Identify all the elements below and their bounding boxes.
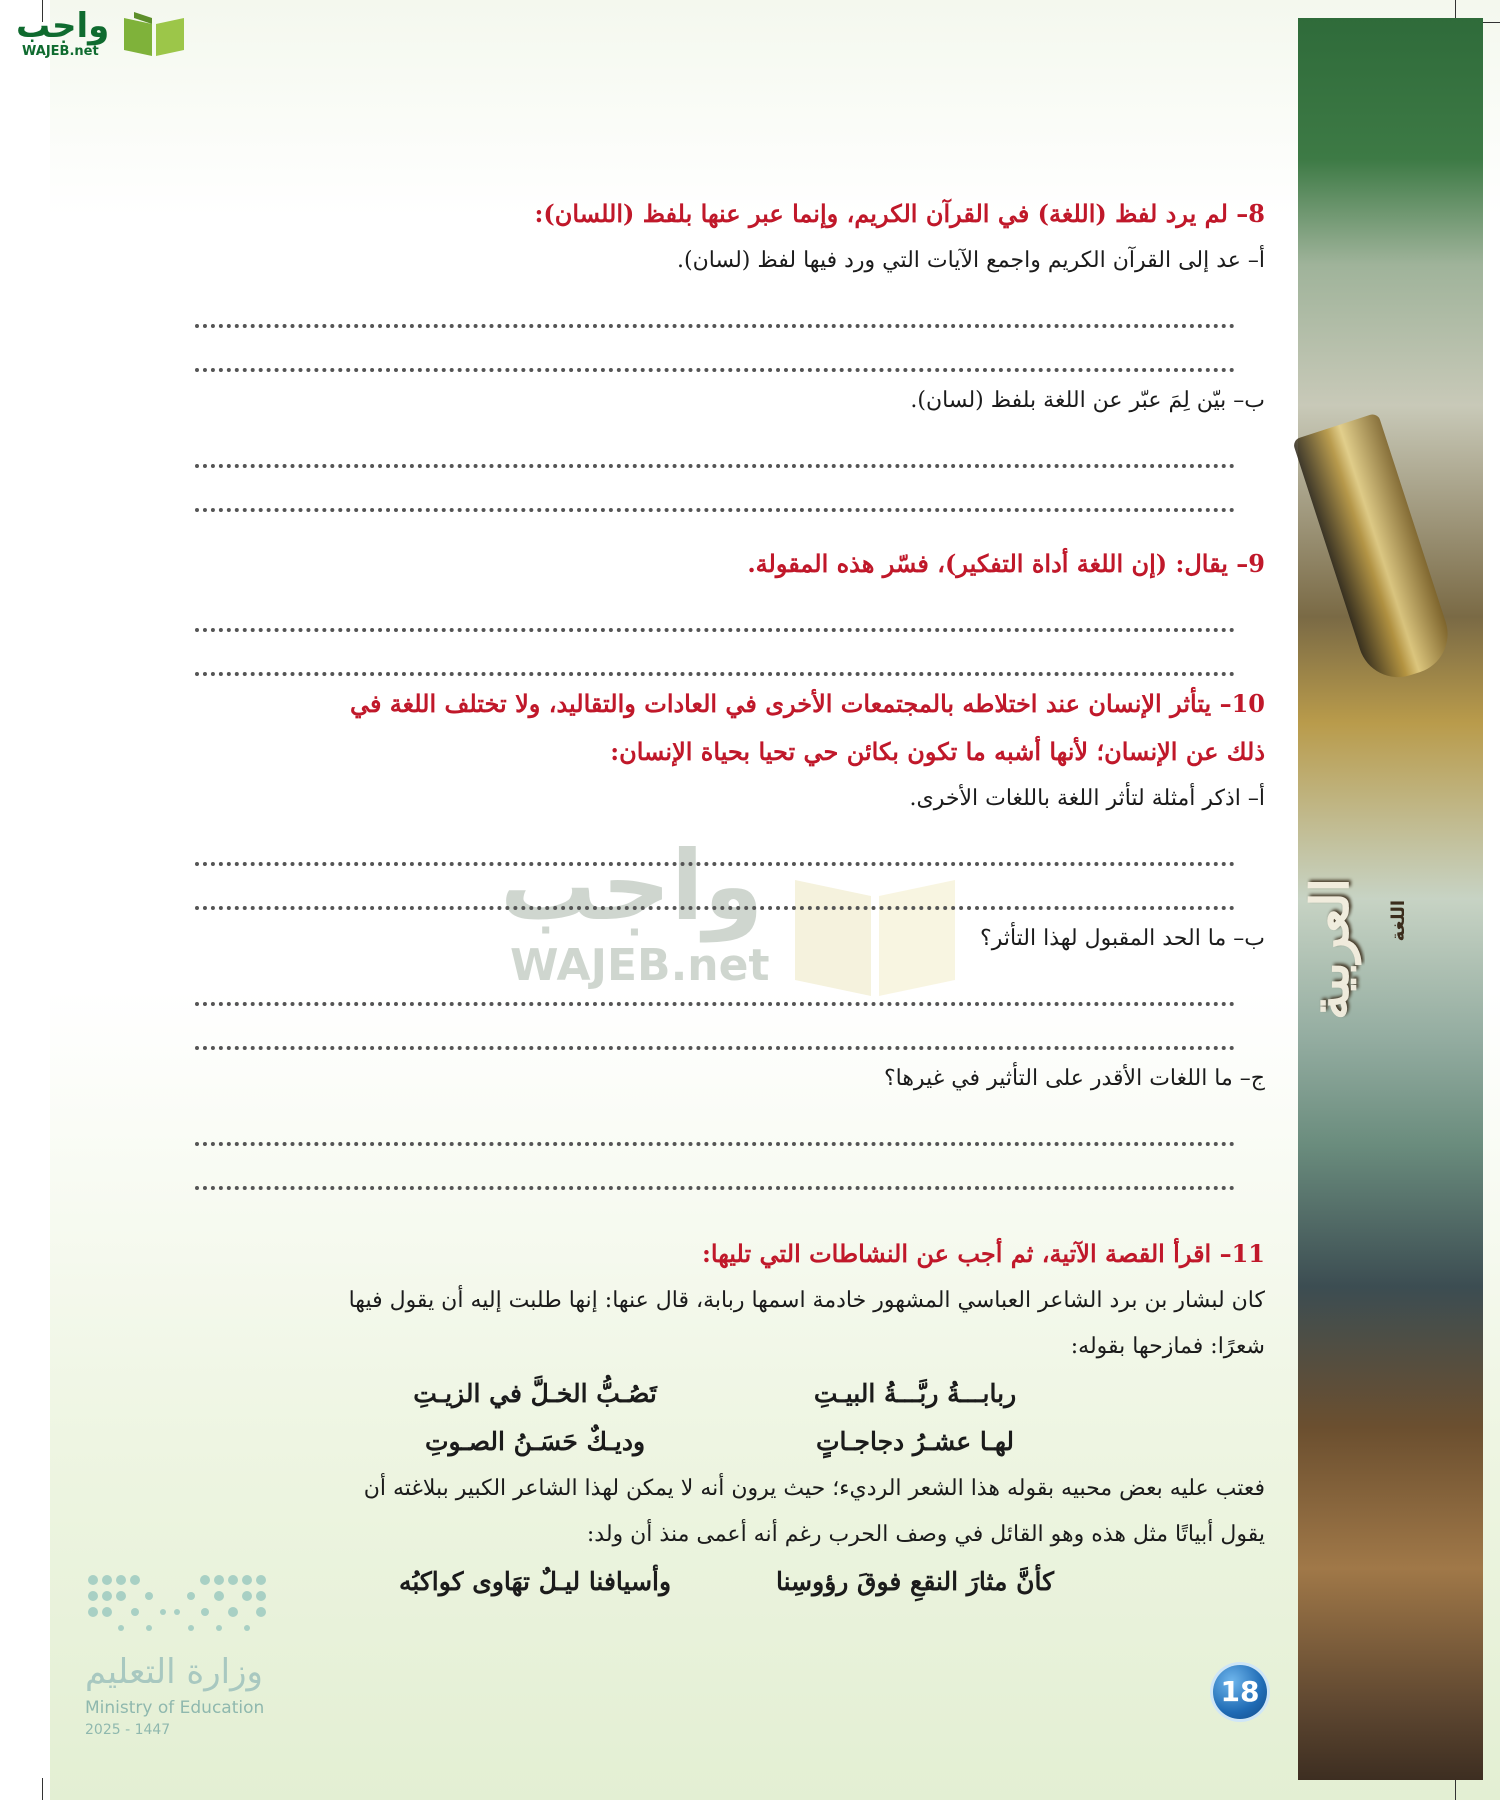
verse-hemistich: ربابـــةُ ربَّـــةُ البيـتِ bbox=[813, 1379, 1017, 1408]
ministry-year: 2025 - 1447 bbox=[85, 1722, 171, 1738]
side-title: العربية bbox=[1300, 877, 1361, 1020]
question-10-b: ب– ما الحد المقبول لهذا التأثر؟ bbox=[980, 926, 1265, 951]
logo-site: WAJEB.net bbox=[22, 44, 99, 59]
logo-word: واجب bbox=[16, 6, 110, 46]
exercise-content bbox=[185, 190, 1265, 1630]
question-11-heading: 11– اقرأ القصة الآتية، ثم أجب عن النشاطات التي تليها: bbox=[702, 1239, 1265, 1268]
story-line: كان لبشار بن برد الشاعر العباسي المشهور خادمة اسمها ربابة، قال عنها: إنها طلبت إليه أن يقول فيها bbox=[348, 1288, 1265, 1313]
wajeb-logo[interactable] bbox=[8, 4, 188, 62]
story-line: يقول أبياتًا مثل هذه وهو القائل في وصف الحرب رغم أنه أعمى منذ أن ولد: bbox=[586, 1522, 1265, 1547]
question-10-c: ج– ما اللغات الأقدر على التأثير في غيرها؟ bbox=[883, 1066, 1265, 1091]
answer-line[interactable] bbox=[195, 636, 1235, 676]
page-margin bbox=[0, 0, 50, 1800]
answer-line[interactable] bbox=[195, 1106, 1235, 1146]
answer-line[interactable] bbox=[195, 472, 1235, 512]
watermark-word: واجب bbox=[500, 830, 764, 942]
poem-verse bbox=[185, 1370, 1265, 1418]
page-number-badge: 18 bbox=[1213, 1665, 1267, 1719]
answer-line[interactable] bbox=[195, 428, 1235, 468]
question-8 bbox=[185, 190, 1265, 512]
question-8-heading: 8– لم يرد لفظ (اللغة) في القرآن الكريم، وإنما عبر عنها بلفظ (اللسان): bbox=[534, 199, 1265, 228]
question-8-a: أ– عد إلى القرآن الكريم واجمع الآيات التي ورد فيها لفظ (لسان). bbox=[677, 248, 1265, 273]
question-11 bbox=[185, 1230, 1265, 1606]
watermark-site: WAJEB.net bbox=[510, 940, 770, 991]
crop-mark bbox=[1455, 1778, 1456, 1800]
answer-line[interactable] bbox=[195, 288, 1235, 328]
crop-mark bbox=[42, 1778, 43, 1800]
crop-mark bbox=[1480, 22, 1500, 23]
ministry-dots-icon bbox=[85, 1570, 275, 1640]
question-10-heading-line1: 10– يتأثر الإنسان عند اختلاطه بالمجتمعات الأخرى في العادات والتقاليد، ولا تختلف اللغة في bbox=[349, 689, 1265, 718]
poem-verse bbox=[185, 1558, 1265, 1606]
question-10-heading-line2: ذلك عن الإنسان؛ لأنها أشبه ما تكون بكائن حي تحيا بحياة الإنسان: bbox=[610, 737, 1265, 766]
answer-line[interactable] bbox=[195, 1010, 1235, 1050]
verse-hemistich: وأسيافنا ليـلٌ تهَاوى كواكبُه bbox=[398, 1567, 672, 1596]
side-subtitle: اللغة bbox=[1388, 900, 1409, 942]
ministry-arabic-name: وزارة التعليم bbox=[85, 1652, 263, 1692]
poem-verse bbox=[185, 1418, 1265, 1466]
answer-line[interactable] bbox=[195, 826, 1235, 866]
verse-hemistich: وديـكٌ حَسَـنُ الصـوتِ bbox=[424, 1427, 646, 1456]
verse-hemistich: كأنَّ مثارَ النقعِ فوقَ رؤوسِنا bbox=[776, 1567, 1054, 1596]
answer-line[interactable] bbox=[195, 1150, 1235, 1190]
question-10 bbox=[185, 680, 1265, 1190]
ministry-english-name: Ministry of Education bbox=[85, 1698, 265, 1718]
question-10-a: أ– اذكر أمثلة لتأثر اللغة باللغات الأخرى. bbox=[909, 786, 1265, 811]
story-line: فعتب عليه بعض محبيه بقوله هذا الشعر الرديء؛ حيث يرون أنه لا يمكن لهذا الشاعر الكبير ببلاغته أن bbox=[363, 1476, 1265, 1501]
question-8-b: ب– بيّن لِمَ عبّر عن اللغة بلفظ (لسان). bbox=[910, 388, 1265, 413]
verse-hemistich: لهـا عشـرُ دجاجـاتٍ bbox=[816, 1427, 1014, 1456]
answer-line[interactable] bbox=[195, 966, 1235, 1006]
book-icon bbox=[120, 10, 188, 58]
answer-line[interactable] bbox=[195, 870, 1235, 910]
verse-hemistich: تَصُـبُّ الخـلَّ في الزيـتِ bbox=[413, 1379, 657, 1408]
answer-line[interactable] bbox=[195, 332, 1235, 372]
story-line: شعرًا: فمازحها بقوله: bbox=[1070, 1334, 1265, 1359]
answer-line[interactable] bbox=[195, 592, 1235, 632]
question-9-heading: 9– يقال: (إن اللغة أداة التفكير)، فسّر هذه المقولة. bbox=[747, 549, 1265, 578]
question-9 bbox=[185, 540, 1265, 676]
ministry-logo bbox=[85, 1570, 285, 1770]
